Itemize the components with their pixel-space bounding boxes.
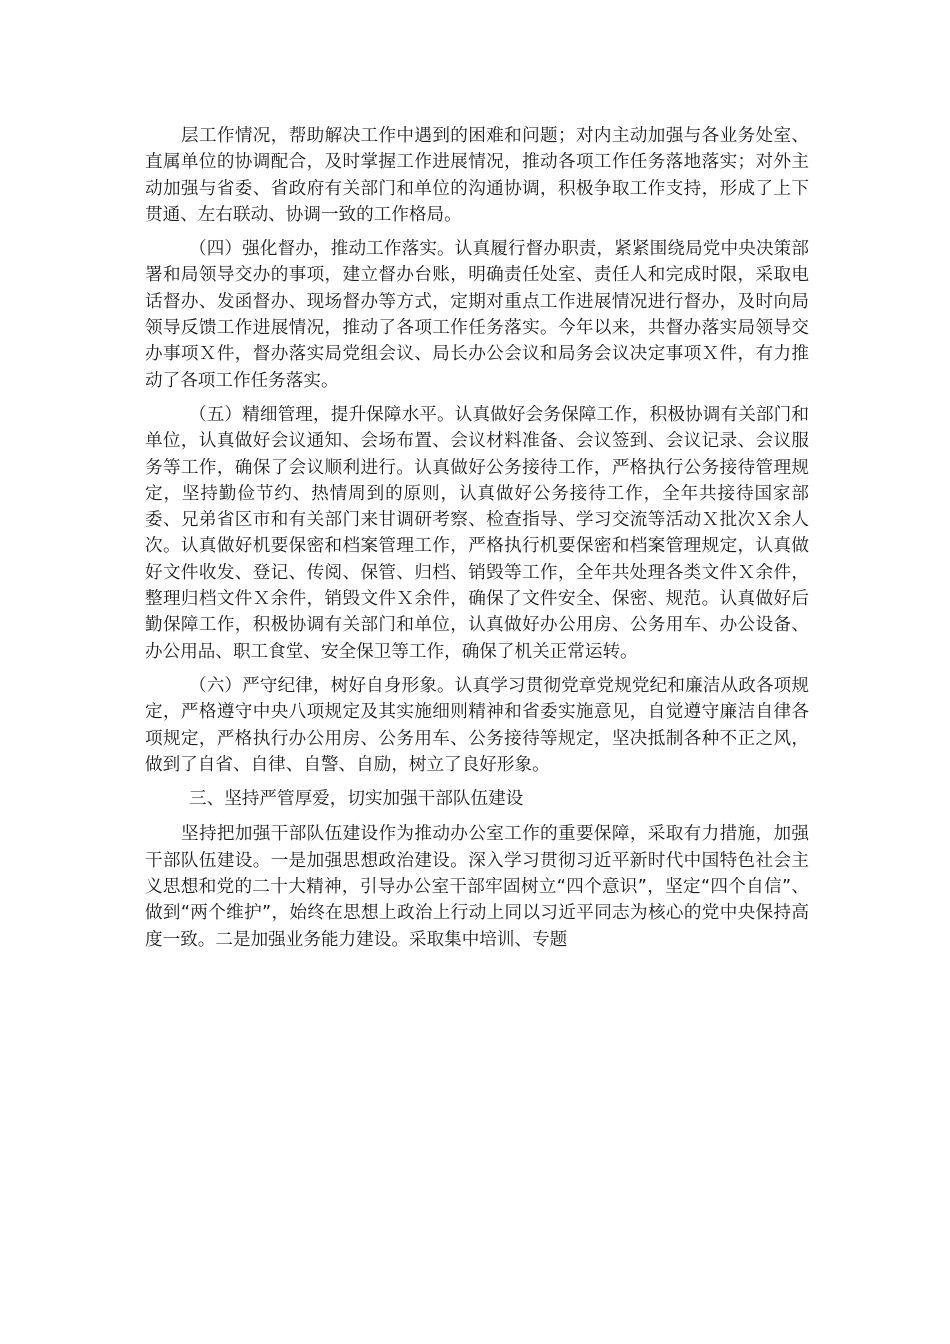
section-heading-cadre-building: 三、坚持严管厚爱，切实加强干部队伍建设 xyxy=(189,789,524,810)
paragraph-supervision: （四）强化督办，推动工作落实。认真履行督办职责，紧紧围绕局党中央决策部署和局领导交办的事项，建立督办台账，明确责任处室、责任人和完成时限，采取电话督办、发函督办、现场督办等方式，定期对重点工作进展情况进行督办，及时向局领导反馈工作进展情况，推动了各项工作任务落实。今年以来，共督办落实局领导交办事项Ｘ件，督办落实局党组会议、局长办公会议和局务会议决定事项Ｘ件，有力推动了各项工作任务落实。 xyxy=(145,239,809,391)
paragraph-fine-management: （五）精细管理，提升保障水平。认真做好会务保障工作，积极协调有关部门和单位，认真做好会议通知、会场布置、会议材料准备、会议签到、会议记录、会议服务等工作，确保了会议顺利进行。认真做好公务接待工作，严格执行公务接待管理规定，坚持勤俭节约、热情周到的原则，认真做好公务接待工作，全年共接待国家部委、兄弟省区市和有关部门来甘调研考察、检查指导、学习交流等活动Ｘ批次Ｘ余人次。认真做好机要保密和档案管理工作，严格执行机要保密和档案管理规定，认真做好文件收发、登记、传阅、保管、归档、销毁等工作，全年共处理各类文件Ｘ余件，整理归档文件Ｘ余件，销毁文件Ｘ余件，确保了文件安全、保密、规范。认真做好后勤保障工作，积极协调有关部门和单位，认真做好办公用房、公务用车、办公设备、办公用品、职工食堂、安全保卫等工作，确保了机关正常运转。 xyxy=(145,404,809,662)
paragraph-work-coordination: 层工作情况，帮助解决工作中遇到的困难和问题；对内主动加强与各业务处室、直属单位的协调配合，及时掌握工作进展情况，推动各项工作任务落地落实；对外主动加强与省委、省政府有关部门和单位的沟通协调，积极争取工作支持，形成了上下贯通、左右联动、协调一致的工作格局。 xyxy=(145,126,809,225)
paragraph-cadre-building: 坚持把加强干部队伍建设作为推动办公室工作的重要保障，采取有力措施，加强干部队伍建设。一是加强思想政治建设。深入学习贯彻习近平新时代中国特色社会主义思想和党的二十大精神，引导办公室干部牢固树立“四个意识”，坚定“四个自信”、做到“两个维护”，始终在思想上政治上行动上同以习近平同志为核心的党中央保持高度一致。二是加强业务能力建设。采取集中培训、专题 xyxy=(145,824,809,950)
document-body xyxy=(145,123,809,961)
paragraph-discipline: （六）严守纪律，树好自身形象。认真学习贯彻党章党规党纪和廉洁从政各项规定，严格遵守中央八项规定及其实施细则精神和省委实施意见，自觉遵守廉洁自律各项规定，严格执行办公用房、公务用车、公务接待等规定，坚决抵制各种不正之风，做到了自省、自律、自警、自励，树立了良好形象。 xyxy=(145,675,809,775)
